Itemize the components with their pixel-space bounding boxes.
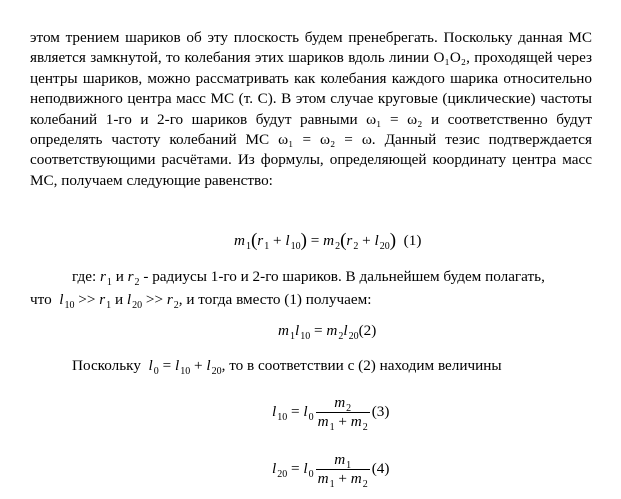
equation-1: $m_1(r_1 + l_{10}) = m_2(r_2 + l_{20})$ (1) [234,230,422,252]
text-line-that: что $l_{10} >> r_1$ и $l_{20} >> r_2$, и тогда вместо (1) получаем: [30,291,372,311]
equation-4-fraction: $\frac{m_1}{m_1 + m_2}$ [317,451,368,490]
equation-1-number: (1) [403,232,422,249]
where-prefix: где: [72,268,97,285]
equation-2: $m_1l_{10} = m_2l_{20}(2)$ [278,322,377,342]
equation-3: $l_{10} = l_0$ $\frac{m_2}{m_1 + m_2}$ (3) [272,394,390,433]
equation-3-fraction: $\frac{m_2}{m_1 + m_2}$ [317,394,368,433]
that-suffix: , и тогда вместо (1) получаем: [178,291,372,308]
that-and: и [114,291,124,308]
that-prefix: что [30,291,52,308]
where-and: и [115,268,124,285]
since-prefix: Поскольку [72,357,141,374]
since-suffix: , то в соответствии с (2) находим величины [221,357,502,374]
equation-4: $l_{20} = l_0$ $\frac{m_1}{m_1 + m_2}$ (4) [272,451,390,490]
where-suffix: - радиусы 1-го и 2-го шариков. В дальнейшем будем полагать, [143,268,545,285]
text-line-where: где: $r_1$ и $r_2$ - радиусы 1-го и 2-го шариков. В дальнейшем будем полагать, [72,268,545,288]
equation-4-number: (4) [371,459,390,477]
equation-2-number: (2) [358,322,377,339]
much-greater-1: >> [78,291,96,308]
paragraph-text: этом трением шариков об эту плоскость будем пренебрегать. Поскольку данная МС является замкнутой, то колебания этих шариков вдоль линии O₁O₂, проходящей через центры шариков, можно рассматривать как колебания каждого шарика относительно неподвижного центра масс МС (т. С). В этом случае круговые (циклические) частоты колебаний 1-го и 2-го шариков будут равными ω₁ = ω₂ и соответственно будут определять частоту колебаний МС ω₁ = ω₂ = ω. Данный тезис подтверждается соответствующими расчётами. Из формулы, определяющей координату центра масс МС, получаем следующие равенство: [30,29,592,189]
much-greater-2: >> [145,291,164,308]
equation-3-number: (3) [371,402,390,420]
text-line-since: Поскольку $l_0 = l_{10} + l_{20}$, то в соответствии с (2) находим величины [72,357,502,377]
